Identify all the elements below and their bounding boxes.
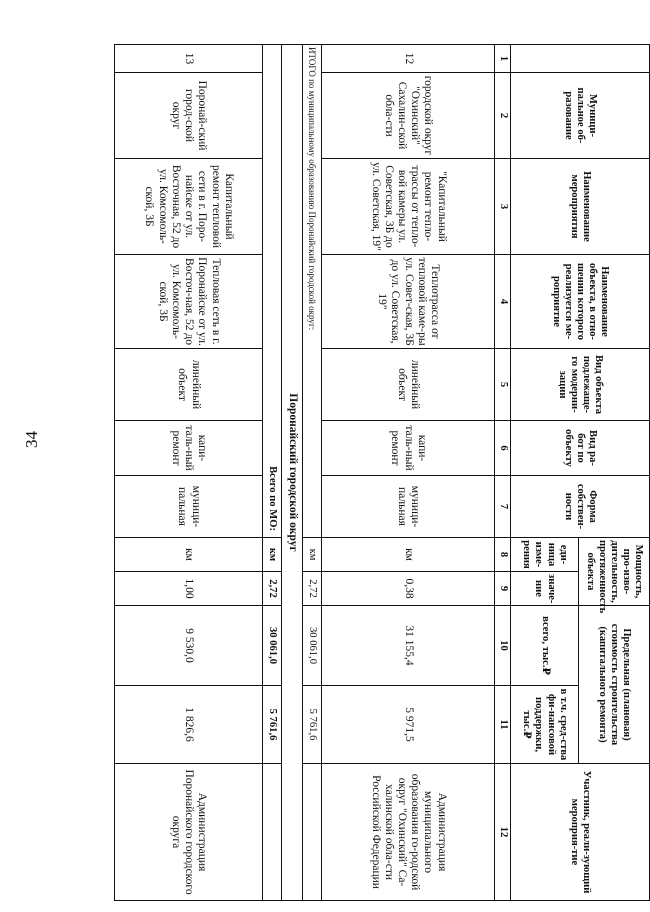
total-value: 2,72 bbox=[303, 572, 322, 606]
row-unit: км bbox=[115, 538, 263, 572]
row-participant: Администрация муниципального образования го-родской округ "Охинский" Са-халинской обла-сти Российской Федерации bbox=[322, 764, 495, 901]
column-number: 11 bbox=[495, 686, 511, 764]
header-cost-total: всего, тыс.₽ bbox=[511, 606, 579, 686]
header-power: Мощность, про-изво-дительность, протяженность объекта bbox=[579, 538, 650, 606]
row-participant: Администрация Поронайского городского округа bbox=[115, 764, 263, 901]
grand-total-empty bbox=[263, 764, 282, 901]
row-ownership: муници-пальная bbox=[322, 476, 495, 538]
row-municipality: Поронай-ский город-ской округ bbox=[115, 73, 263, 159]
header-work-type: Вид ра-бот по объекту bbox=[511, 421, 650, 476]
header-municipality: Муници-пальное об-разование bbox=[511, 73, 650, 159]
column-number: 8 bbox=[495, 538, 511, 572]
header-object: Наименование объекта, в отно-шении которого реализуется ме-роприятие bbox=[511, 255, 650, 349]
document-table-wrapper bbox=[114, 44, 650, 901]
header-object-type: Вид объекта подлежаще-го модерни-зации bbox=[511, 349, 650, 421]
header-cost-support: в т.ч. сред-ства фи-нансовой поддержки, тыс.₽ bbox=[511, 686, 579, 764]
column-number: 3 bbox=[495, 159, 511, 255]
row-cost-total: 31 155,4 bbox=[322, 606, 495, 686]
row-cost-total: 9 530,0 bbox=[115, 606, 263, 686]
region-row bbox=[282, 45, 303, 901]
row-ownership: муници-пальная bbox=[115, 476, 263, 538]
row-cost-support: 1 826,6 bbox=[115, 686, 263, 764]
header-row bbox=[579, 45, 650, 901]
header-cost: Предельная (плановая) стоимость строительства (капитального ремонта) bbox=[579, 606, 650, 764]
total-empty bbox=[303, 764, 322, 901]
header-power-value: значе-ние bbox=[511, 572, 579, 606]
column-number: 10 bbox=[495, 606, 511, 686]
grand-total-value: 2,72 bbox=[263, 572, 282, 606]
row-municipality: городской округ "Охинский" Сахалин-ской обла-сти bbox=[322, 73, 495, 159]
row-object-type: линейный объект bbox=[322, 349, 495, 421]
objects-table bbox=[114, 44, 650, 901]
column-number: 7 bbox=[495, 476, 511, 538]
row-object: Теплотрасса от тепловой каме-ры ул. Совет-ская, 3Б до ул. Советская, 19" bbox=[322, 255, 495, 349]
header-measure: Наименование мероприятия bbox=[511, 159, 650, 255]
row-unit: км bbox=[322, 538, 495, 572]
total-unit: км bbox=[303, 538, 322, 572]
total-row bbox=[303, 45, 322, 901]
column-number: 12 bbox=[495, 764, 511, 901]
column-number: 1 bbox=[495, 45, 511, 73]
row-number: 13 bbox=[115, 45, 263, 73]
column-numbers-row bbox=[495, 45, 511, 901]
grand-total-unit: км bbox=[263, 538, 282, 572]
grand-total-row bbox=[263, 45, 282, 901]
header-ownership: Форма собствен-ности bbox=[511, 476, 650, 538]
row-object-type: линейный объект bbox=[115, 349, 263, 421]
total-cost-total: 30 061,0 bbox=[303, 606, 322, 686]
row-measure: "Капитальный ремонт тепло-трассы от тепло-вой камеры ул. Советская, 3Б до ул. Советская, 19" bbox=[322, 159, 495, 255]
total-cost-support: 5 761,6 bbox=[303, 686, 322, 764]
row-value: 0,38 bbox=[322, 572, 495, 606]
total-label: ИТОГО по муниципальному образованию Поронайский городской округ: bbox=[303, 45, 322, 538]
region-title: Поронайский городской округ bbox=[282, 45, 303, 901]
row-value: 1,00 bbox=[115, 572, 263, 606]
row-work-type: капи-таль-ный ремонт bbox=[115, 421, 263, 476]
grand-total-cost-total: 30 061,0 bbox=[263, 606, 282, 686]
grand-total-cost-support: 5 761,6 bbox=[263, 686, 282, 764]
column-number: 5 bbox=[495, 349, 511, 421]
row-measure: Капитальный ремонт тепловой сети в г. Поро-найске от ул. Восточная, 52 до ул. Комсомоль-ской, 3Б bbox=[115, 159, 263, 255]
column-number: 6 bbox=[495, 421, 511, 476]
column-number: 4 bbox=[495, 255, 511, 349]
row-number: 12 bbox=[322, 45, 495, 73]
column-number: 2 bbox=[495, 73, 511, 159]
row-object: Тепловая сеть в г. Поронайске от ул. Восточ-ная, 52 до ул. Комсомоль-ской, 3Б bbox=[115, 255, 263, 349]
header-power-unit: еди-ница изме-рения bbox=[511, 538, 579, 572]
table-row bbox=[322, 45, 495, 901]
header-participant: Участник, реали-зующий мероприя-тие bbox=[511, 764, 650, 901]
table-row bbox=[115, 45, 263, 901]
row-work-type: капи-таль-ный ремонт bbox=[322, 421, 495, 476]
column-number: 9 bbox=[495, 572, 511, 606]
row-cost-support: 5 971,5 bbox=[322, 686, 495, 764]
grand-total-label: Всего по МО: bbox=[263, 45, 282, 538]
header-col-1 bbox=[511, 45, 650, 73]
page-number: 34 bbox=[22, 431, 41, 448]
